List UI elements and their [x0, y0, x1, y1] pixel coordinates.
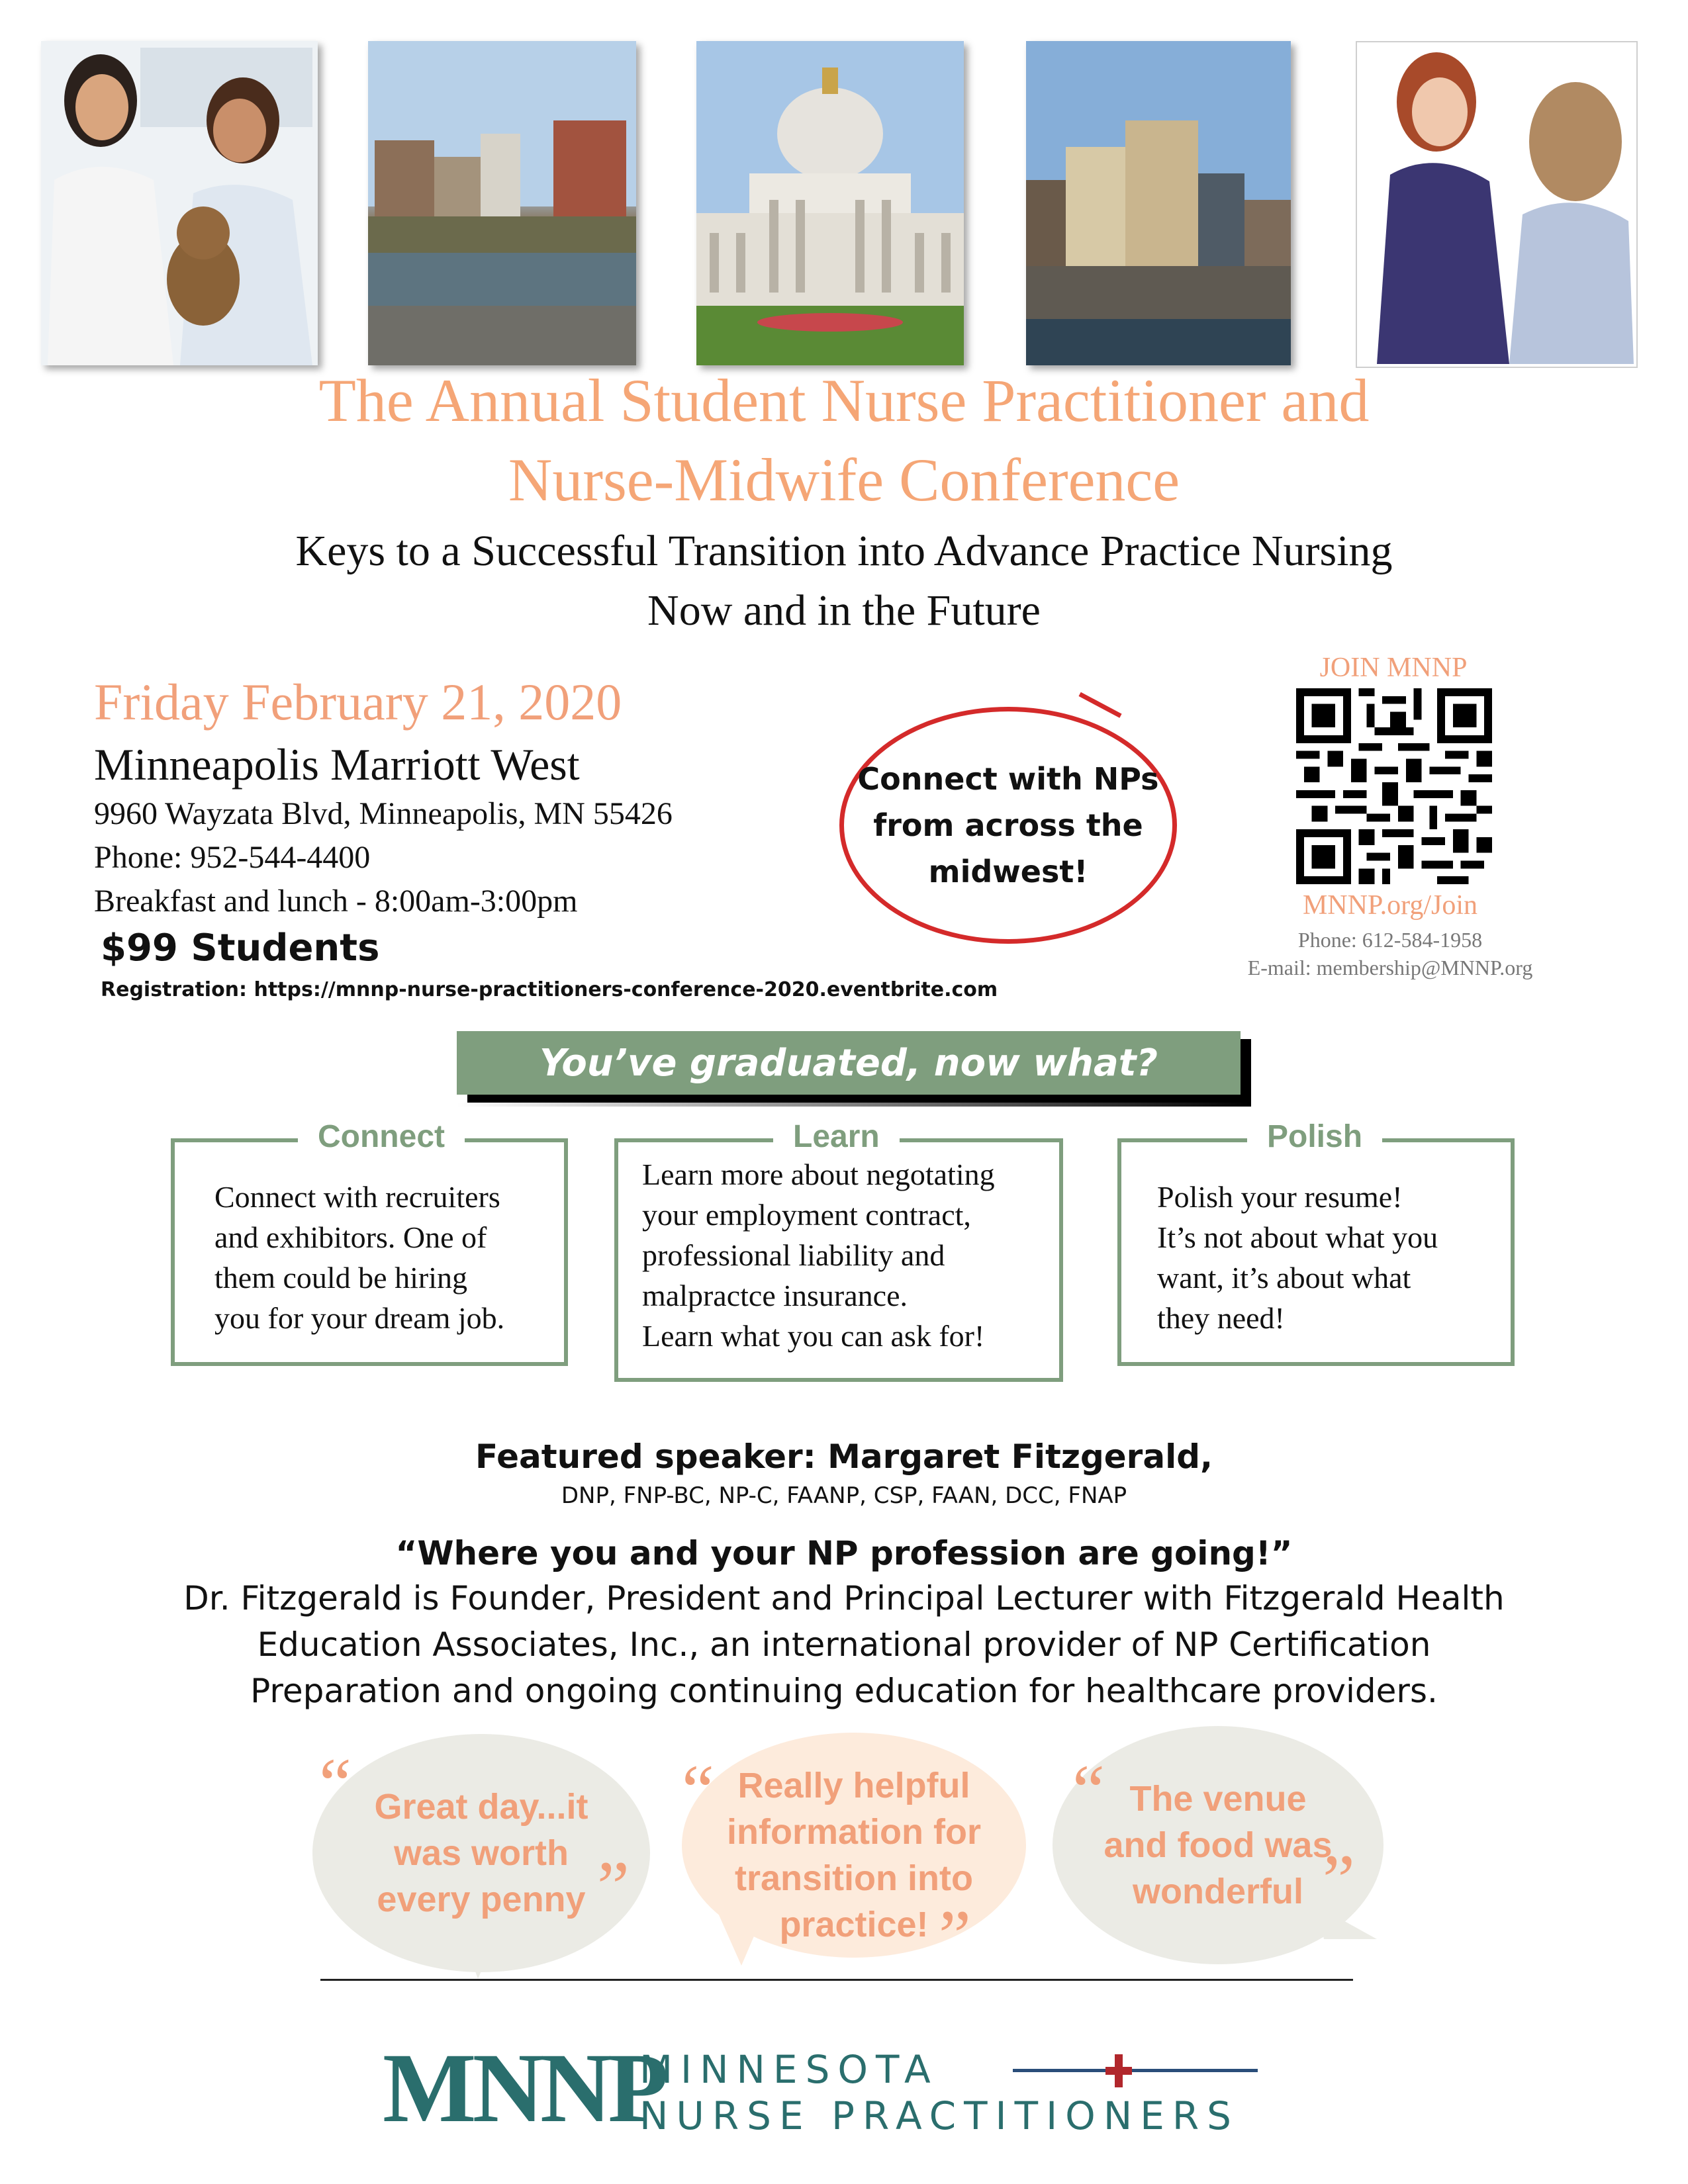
speaker-heading: Featured speaker: Margaret Fitzgerald,	[475, 1437, 1213, 1476]
speaker-bio-line1: Dr. Fitzgerald is Founder, President and Principal Lecturer with Fitzgerald Health	[183, 1579, 1505, 1617]
box-learn-line: malpractce insurance.	[642, 1279, 908, 1312]
event-date: Friday February 21, 2020	[94, 673, 622, 731]
testimonial-3-line: wonderful	[1133, 1872, 1303, 1911]
box-learn-line: your employment contract,	[642, 1198, 971, 1232]
registration-link[interactable]: Registration: https://mnnp-nurse-practitioners-conference-2020.eventbrite.com	[101, 978, 998, 1001]
box-learn-line: professional liability and	[642, 1238, 945, 1272]
close-quote-icon: ”	[1323, 1840, 1355, 1921]
graduated-banner: You’ve graduated, now what?	[457, 1031, 1241, 1095]
speaker-bio-line3: Preparation and ongoing continuing education for healthcare providers.	[250, 1672, 1438, 1710]
speaker-credentials: DNP, FNP-BC, NP-C, FAANP, CSP, FAAN, DCC, FNAP	[561, 1482, 1127, 1509]
event-phone: Phone: 952-544-4400	[94, 840, 371, 875]
box-polish-title: Polish	[1247, 1118, 1382, 1155]
box-connect-title: Connect	[298, 1118, 465, 1155]
conference-title-line1: The Annual Student Nurse Practitioner and	[318, 367, 1370, 434]
testimonial-2-line: information for	[727, 1812, 981, 1852]
event-price: $99 Students	[101, 927, 380, 970]
box-polish-line: It’s not about what you	[1157, 1220, 1438, 1254]
callout-line3: midwest!	[928, 854, 1088, 889]
testimonial-2-line: practice!	[779, 1905, 929, 1944]
close-quote-icon: ”	[597, 1846, 630, 1927]
box-polish-line: they need!	[1157, 1301, 1285, 1335]
event-address: 9960 Wayzata Blvd, Minneapolis, MN 55426	[94, 796, 673, 831]
open-quote-icon: “	[319, 1743, 352, 1824]
testimonial-2-line: Really helpful	[737, 1766, 970, 1805]
testimonial-2-line: transition into	[735, 1858, 973, 1898]
box-connect-line: you for your dream job.	[214, 1301, 505, 1335]
box-connect-line: them could be hiring	[214, 1261, 467, 1295]
testimonial-1-line: was worth	[393, 1833, 569, 1873]
box-polish-line: want, it’s about what	[1157, 1261, 1411, 1295]
callout-line2: from across the	[873, 807, 1143, 843]
conference-subtitle-line2: Now and in the Future	[647, 586, 1041, 635]
testimonial-1-line: Great day...it	[374, 1787, 588, 1827]
join-phone: Phone: 612-584-1958	[1297, 928, 1483, 952]
box-connect-line: Connect with recruiters	[214, 1180, 500, 1214]
logo-line1: MINNESOTA	[639, 2047, 939, 2092]
testimonial-2	[682, 1733, 1026, 1958]
box-learn-title: Learn	[773, 1118, 900, 1155]
event-meals: Breakfast and lunch - 8:00am-3:00pm	[94, 884, 578, 919]
speaker-bio-line2: Education Associates, Inc., an international provider of NP Certification	[257, 1625, 1431, 1664]
mnnp-logo-abbr: MNNP	[383, 2033, 665, 2143]
logo-cross-icon	[1013, 2048, 1264, 2094]
box-learn-line: Learn more about negotating	[642, 1158, 995, 1191]
join-email[interactable]: E-mail: membership@MNNP.org	[1247, 956, 1533, 979]
testimonial-3-line: The venue	[1129, 1779, 1307, 1819]
footer-divider	[320, 1979, 1353, 1981]
callout-line1: Connect with NPs	[857, 761, 1159, 797]
close-quote-icon: ”	[939, 1895, 971, 1976]
logo-line2: NURSE PRACTITIONERS	[639, 2093, 1239, 2138]
event-venue: Minneapolis Marriott West	[94, 739, 580, 790]
box-connect-line: and exhibitors. One of	[214, 1220, 487, 1254]
box-polish-line: Polish your resume!	[1157, 1180, 1403, 1214]
conference-title-line2: Nurse-Midwife Conference	[508, 446, 1180, 514]
join-url[interactable]: MNNP.org/Join	[1302, 890, 1478, 921]
testimonial-3-line: and food was	[1103, 1825, 1333, 1865]
talk-title: “Where you and your NP profession are going!”	[395, 1534, 1293, 1572]
open-quote-icon: “	[682, 1750, 714, 1831]
join-heading: JOIN MNNP	[1319, 653, 1468, 683]
testimonial-1-line: every penny	[377, 1880, 586, 1919]
conference-subtitle-line1: Keys to a Successful Transition into Advance Practice Nursing	[295, 527, 1393, 575]
open-quote-icon: “	[1072, 1750, 1105, 1831]
box-learn-line: Learn what you can ask for!	[642, 1319, 985, 1353]
